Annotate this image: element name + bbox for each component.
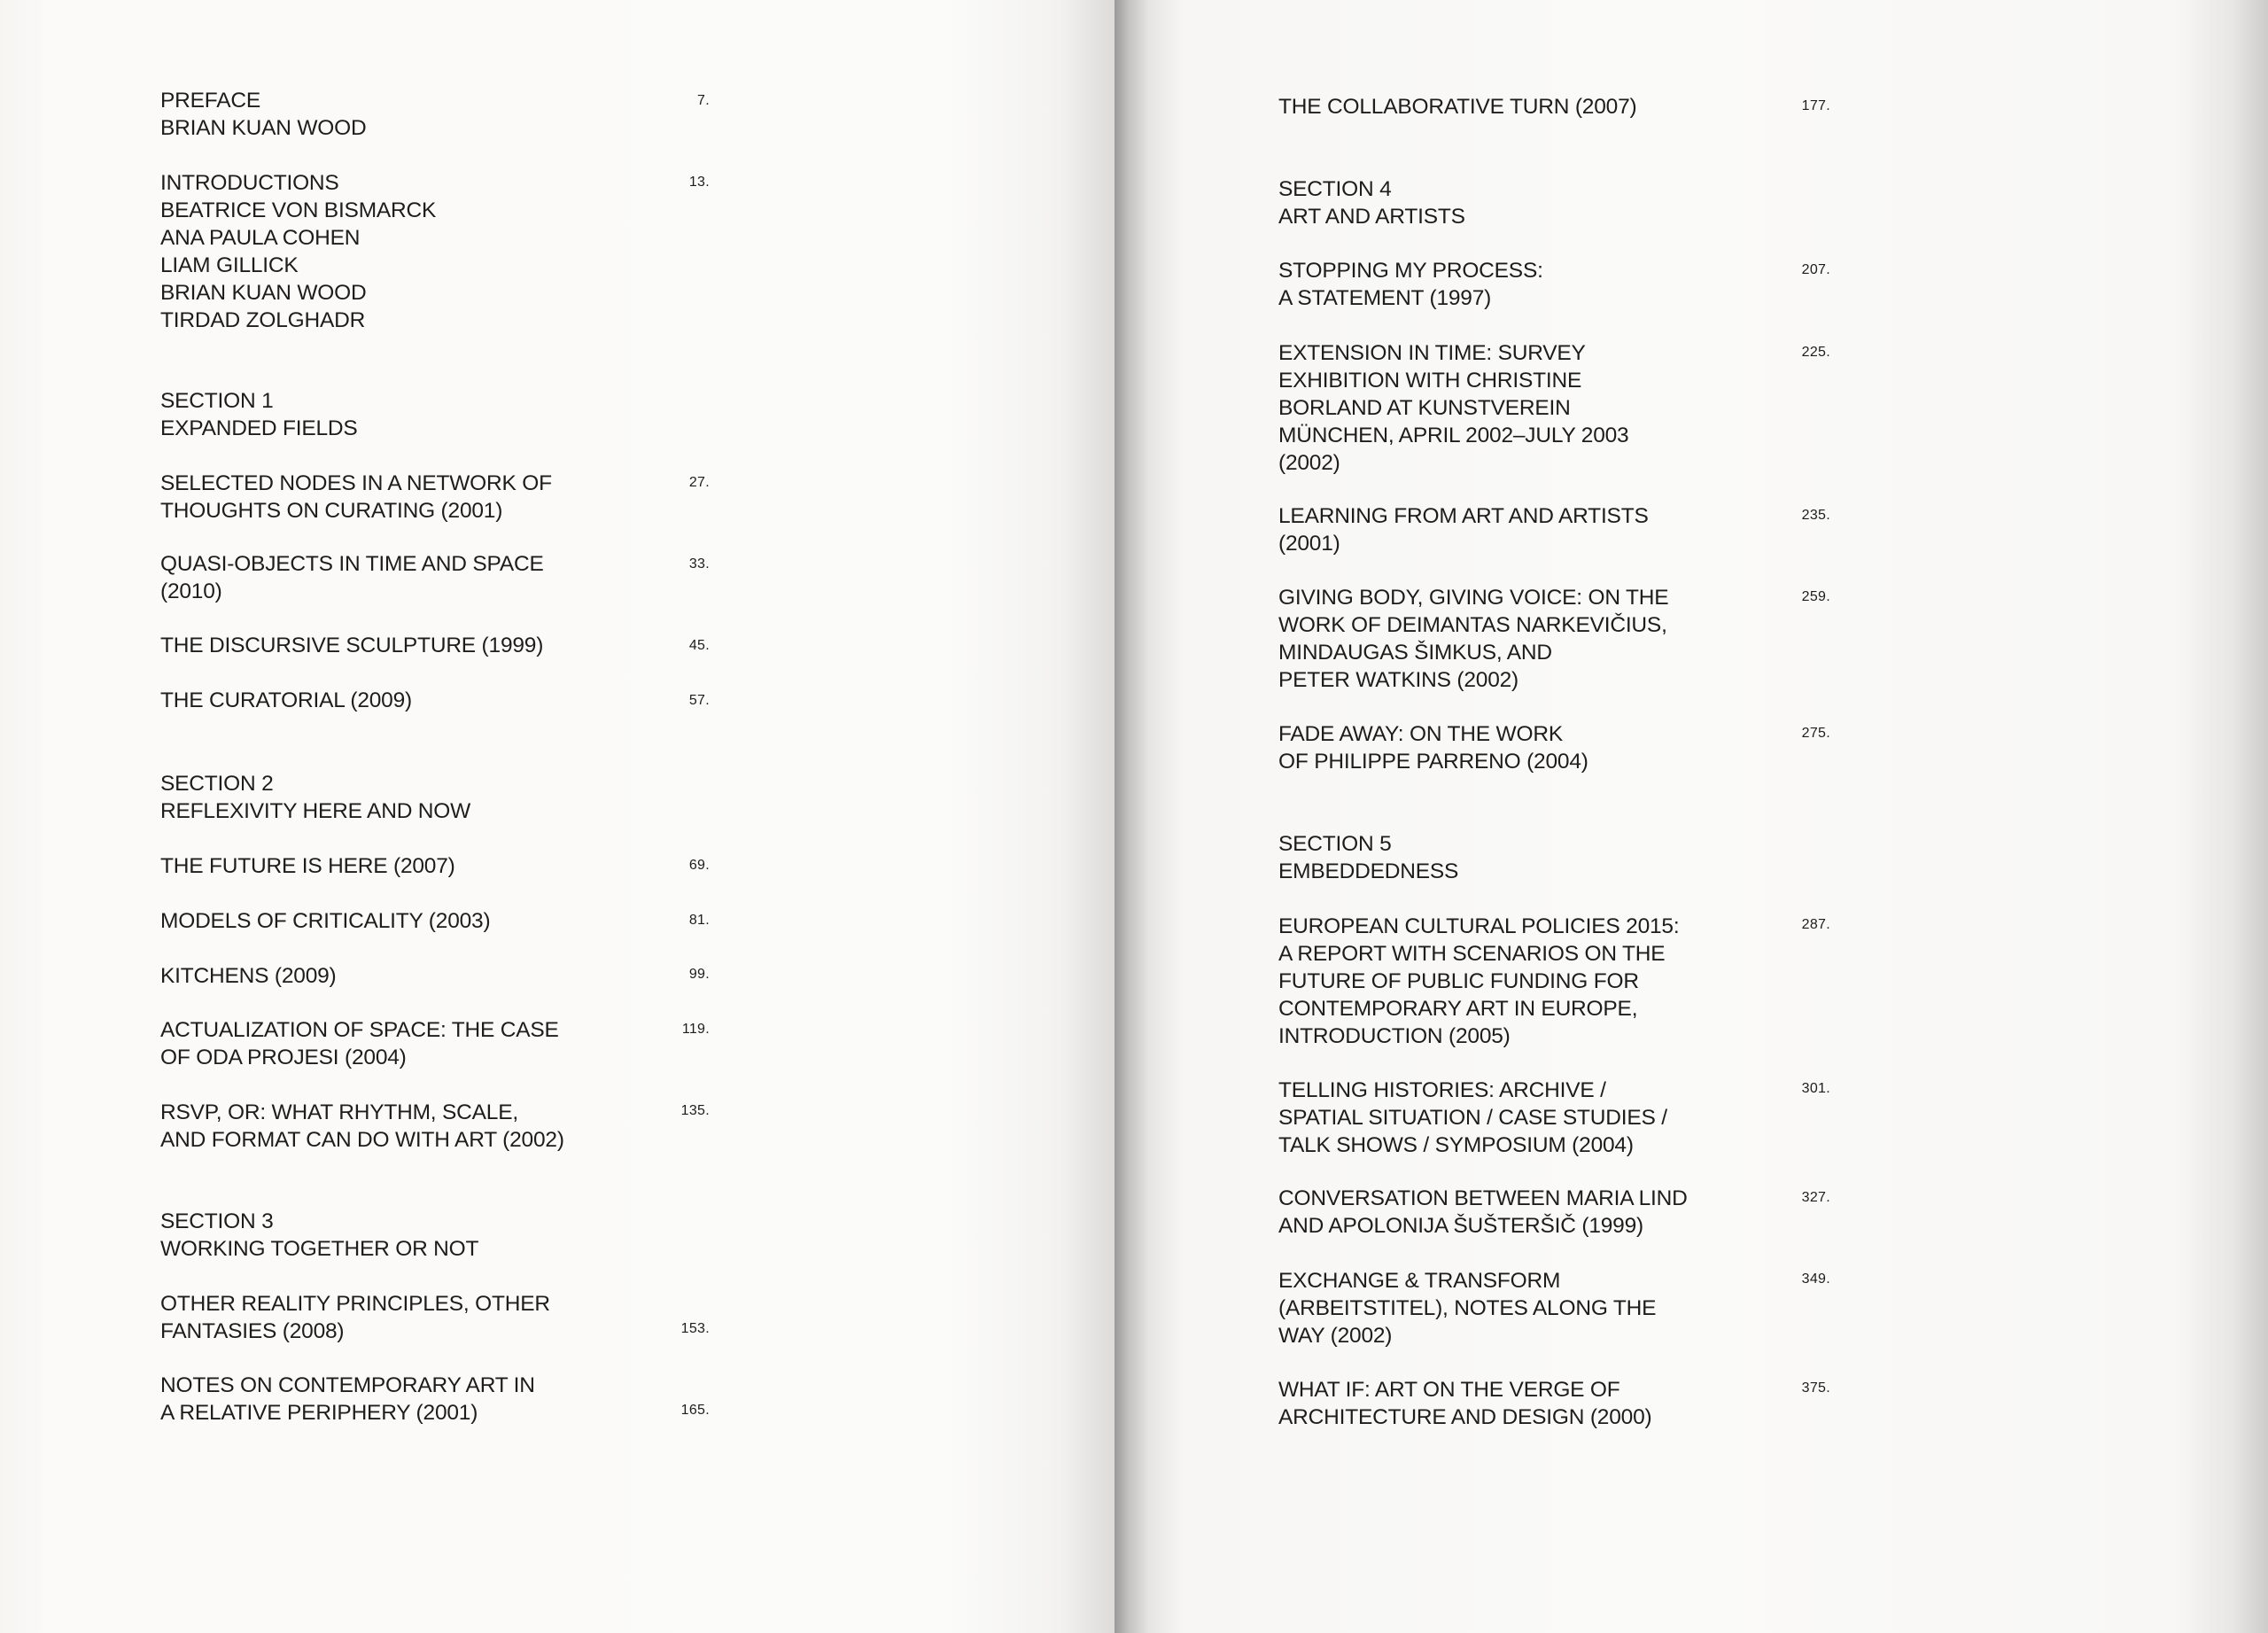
toc-entry	[1278, 1185, 1688, 1240]
entry-title-line: MÜNCHEN, APRIL 2002–JULY 2003	[1278, 424, 1629, 447]
page-number: 45.	[688, 638, 710, 653]
entry-title-line: A REPORT WITH SCENARIOS ON THE	[1278, 942, 1666, 966]
section-heading	[1278, 175, 1465, 230]
entry-title-line: THE CURATORIAL (2009)	[160, 688, 412, 712]
section-number: SECTION 4	[1278, 177, 1392, 201]
section-number: SECTION 1	[160, 389, 274, 413]
entry-title-line: QUASI-OBJECTS IN TIME AND SPACE	[160, 552, 544, 576]
toc-entry	[160, 1372, 535, 1427]
toc-entry	[160, 632, 543, 659]
entry-title-line: MODELS OF CRITICALITY (2003)	[160, 909, 491, 933]
page-number: 235.	[1801, 508, 1830, 523]
page-number: 349.	[1801, 1271, 1830, 1287]
page-number: 177.	[1801, 98, 1830, 113]
page-number: 225.	[1801, 345, 1830, 360]
page-number: 119.	[681, 1022, 710, 1037]
page-number: 69.	[688, 858, 710, 873]
entry-title-line: KITCHENS (2009)	[160, 964, 337, 988]
entry-title-line: BORLAND AT KUNSTVEREIN	[1278, 396, 1571, 420]
toc-entry	[1278, 339, 1628, 477]
toc-entry	[1278, 720, 1588, 775]
page-number: 153.	[680, 1321, 710, 1336]
entry-title-line: BRIAN KUAN WOOD	[160, 116, 367, 140]
entry-title-line: GIVING BODY, GIVING VOICE: ON THE	[1278, 586, 1669, 610]
page-number: 259.	[1801, 589, 1830, 604]
section-heading	[160, 387, 358, 442]
entry-title-line: (ARBEITSTITEL), NOTES ALONG THE	[1278, 1296, 1657, 1320]
page-number: 57.	[688, 693, 710, 708]
toc-entry	[160, 169, 436, 334]
entry-title-line: WHAT IF: ART ON THE VERGE OF	[1278, 1378, 1620, 1402]
entry-title-line: PETER WATKINS (2002)	[1278, 668, 1519, 692]
entry-title-line: ANA PAULA COHEN	[160, 226, 361, 250]
entry-title-line: A STATEMENT (1997)	[1278, 286, 1492, 310]
entry-title-line: SPATIAL SITUATION / CASE STUDIES /	[1278, 1106, 1667, 1130]
toc-entry	[1278, 1267, 1656, 1349]
entry-title-line: ACTUALIZATION OF SPACE: THE CASE	[160, 1018, 559, 1042]
section-title: EMBEDDEDNESS	[1278, 859, 1459, 883]
toc-entry	[1278, 913, 1679, 1050]
entry-title-line: ARCHITECTURE AND DESIGN (2000)	[1278, 1405, 1652, 1429]
entry-title-line: THOUGHTS ON CURATING (2001)	[160, 499, 503, 523]
entry-title-line: BRIAN KUAN WOOD	[160, 281, 367, 305]
entry-title-line: SELECTED NODES IN A NETWORK OF	[160, 471, 552, 495]
page-number: 275.	[1801, 726, 1830, 741]
entry-title-line: TIRDAD ZOLGHADR	[160, 308, 366, 332]
entry-title-line: THE COLLABORATIVE TURN (2007)	[1278, 95, 1637, 119]
entry-title-line: EUROPEAN CULTURAL POLICIES 2015:	[1278, 914, 1680, 938]
entry-title-line: BEATRICE VON BISMARCK	[160, 198, 437, 222]
entry-title-line: CONVERSATION BETWEEN MARIA LIND	[1278, 1186, 1688, 1210]
right-page	[1115, 0, 2268, 1633]
toc-entry	[160, 907, 490, 935]
section-number: SECTION 5	[1278, 832, 1392, 856]
page-number: 13.	[688, 175, 710, 190]
section-title: ART AND ARTISTS	[1278, 205, 1465, 229]
section-title: EXPANDED FIELDS	[160, 416, 358, 440]
entry-title-line: A RELATIVE PERIPHERY (2001)	[160, 1401, 478, 1425]
page-number: 33.	[688, 556, 710, 572]
toc-entry	[160, 470, 552, 525]
entry-title-line: INTRODUCTION (2005)	[1278, 1024, 1511, 1048]
toc-entry	[1278, 584, 1668, 694]
entry-title-line: MINDAUGAS ŠIMKUS, AND	[1278, 641, 1552, 665]
section-heading	[160, 770, 470, 825]
toc-entry	[160, 550, 544, 605]
entry-title-line: RSVP, OR: WHAT RHYTHM, SCALE,	[160, 1100, 518, 1124]
entry-title-line: FADE AWAY: ON THE WORK	[1278, 722, 1563, 746]
page-number: 27.	[688, 475, 710, 490]
toc-entry	[1278, 1376, 1651, 1431]
toc-entry	[160, 962, 337, 990]
entry-title-line: THE FUTURE IS HERE (2007)	[160, 854, 455, 878]
entry-title-line: THE DISCURSIVE SCULPTURE (1999)	[160, 634, 544, 657]
entry-title-line: (2002)	[1278, 451, 1340, 475]
entry-title-line: STOPPING MY PROCESS:	[1278, 259, 1543, 283]
page-number: 301.	[1801, 1081, 1830, 1096]
page-number: 7.	[697, 93, 710, 108]
section-heading	[160, 1208, 478, 1263]
toc-entry	[160, 687, 412, 714]
entry-title-line: WAY (2002)	[1278, 1324, 1393, 1348]
entry-title-line: LIAM GILLICK	[160, 253, 299, 277]
entry-title-line: FUTURE OF PUBLIC FUNDING FOR	[1278, 969, 1639, 993]
toc-entry	[160, 1290, 550, 1345]
toc-entry	[160, 1016, 559, 1071]
toc-entry	[1278, 93, 1636, 121]
section-title: WORKING TOGETHER OR NOT	[160, 1237, 479, 1261]
page-number: 375.	[1801, 1380, 1830, 1396]
entry-title-line: AND APOLONIJA ŠUŠTERŠIČ (1999)	[1278, 1214, 1643, 1238]
toc-entry	[160, 87, 367, 142]
page-number: 99.	[688, 967, 710, 982]
entry-title-line: EXCHANGE & TRANSFORM	[1278, 1269, 1561, 1293]
entry-title-line: OTHER REALITY PRINCIPLES, OTHER	[160, 1292, 550, 1316]
page-number: 165.	[680, 1403, 710, 1418]
entry-title-line: EXHIBITION WITH CHRISTINE	[1278, 369, 1582, 393]
toc-entry	[1278, 257, 1543, 312]
page-number: 327.	[1801, 1190, 1830, 1205]
toc-entry	[160, 1099, 564, 1154]
entry-title-line: NOTES ON CONTEMPORARY ART IN	[160, 1373, 535, 1397]
entry-title-line: CONTEMPORARY ART IN EUROPE,	[1278, 997, 1638, 1021]
left-page	[0, 0, 1115, 1633]
entry-title-line: (2010)	[160, 579, 222, 603]
entry-title-line: FANTASIES (2008)	[160, 1319, 345, 1343]
entry-title-line: OF ODA PROJESI (2004)	[160, 1046, 407, 1069]
section-number: SECTION 2	[160, 772, 274, 796]
entry-title-line: TALK SHOWS / SYMPOSIUM (2004)	[1278, 1133, 1634, 1157]
toc-entry	[1278, 502, 1649, 557]
page-number: 135.	[680, 1103, 710, 1118]
entry-title-line: INTRODUCTIONS	[160, 171, 339, 195]
entry-title-line: PREFACE	[160, 89, 260, 113]
toc-entry	[160, 852, 455, 880]
entry-title-line: TELLING HISTORIES: ARCHIVE /	[1278, 1078, 1606, 1102]
section-number: SECTION 3	[160, 1209, 274, 1233]
page-number: 207.	[1801, 262, 1830, 277]
entry-title-line: OF PHILIPPE PARRENO (2004)	[1278, 750, 1588, 774]
toc-entry	[1278, 1077, 1667, 1159]
page-number: 81.	[688, 913, 710, 928]
page-number: 287.	[1801, 917, 1830, 932]
entry-title-line: LEARNING FROM ART AND ARTISTS	[1278, 504, 1649, 528]
entry-title-line: WORK OF DEIMANTAS NARKEVIČIUS,	[1278, 613, 1667, 637]
section-heading	[1278, 830, 1458, 885]
section-title: REFLEXIVITY HERE AND NOW	[160, 799, 471, 823]
entry-title-line: (2001)	[1278, 532, 1340, 556]
entry-title-line: EXTENSION IN TIME: SURVEY	[1278, 341, 1586, 365]
entry-title-line: AND FORMAT CAN DO WITH ART (2002)	[160, 1128, 564, 1152]
